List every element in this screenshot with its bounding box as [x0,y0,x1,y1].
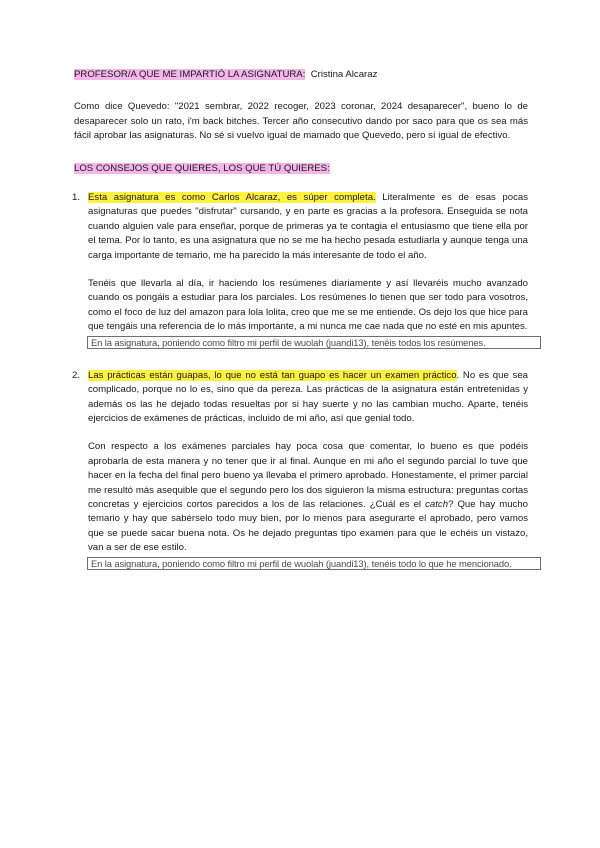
list-item [74,191,528,349]
item-paragraph [88,191,528,263]
item-body: Literalmente es de esas pocas asignaturas que puedes "disfrutar" cursando, y en parte es gracias a la profesora. Enseguida se nota cuando alguien vale para enseñar, porque de primeras ya te contagia el entusiasmo que tiene ella por el tema. Por lo tanto, es una asignatura que no se me ha hecho pesada estudiarla y aunque tenga una carga importante de temario, me ha parecido la más interesante de todo el año. [88,192,528,261]
intro-paragraph: Como dice Quevedo: "2021 sembrar, 2022 recoger, 2023 coronar, 2024 desaparecer", bueno lo de desaparecer solo un rato, i'm back bitches. Tercer año consecutivo dando por saco para que os sea más fácil aprobar las asignaturas. No sé si vuelvo igual de mamado que Quevedo, pero sí igual de efectivo. [74,101,528,142]
item-second-paragraph-part-b: ? Que hay mucho temario y hay que sabérselo todo muy bien, por lo menos para asegurarte el aprobado, pero vamos que se puede sacar buena nota. Os he dejado preguntas tipo examen para que le echéis un vistazo, van a ser de ese estilo. [88,498,529,554]
section-title-text: LOS CONSEJOS QUE QUIERES, LOS QUE TÚ QUIERES: [74,162,330,174]
professor-name: Cristina Alcaraz [310,69,378,80]
item-second-paragraph-part-a: Con respecto a los exámenes parciales hay poca cosa que comentar, lo bueno es que podéis aprobarla de esta manera y no tener que ir al final. Aunque en mi año el segundo parcial lo tuve que hacer en la fecha del final pero bueno ya llevaba el primero aprobado. Honestamente, el primer parcial me resultó más asequible que el segundo pero los dos siguieron la misma estructura: preguntas cortas concretas y ejercicios cortos parecidos a los de las relaciones. ¿Cuál es el [88,441,528,510]
professor-colon: : [302,69,306,80]
list-item-number: 1. [72,192,81,204]
professor-line [74,68,528,82]
professor-label: PROFESOR/A QUE ME IMPARTIÓ LA ASIGNATURA [74,69,303,80]
item-paragraph [88,369,528,427]
item-highlight: Las prácticas están guapas, lo que no está tan guapo es hacer un examen práctico [88,369,457,381]
section-title [74,162,528,176]
list-item [74,369,528,570]
item-second-paragraph: Tenéis que llevarla al día, ir haciendo los resúmenes diariamente y así llevaréis mucho avanzado cuando os pongáis a estudiar para los parciales. Los resúmenes lo tienen que ser todo para vosotros, como el foco de luz del amazon para lola lolita, creo que me se me entiende. Os dejo los que hice para que tengáis una referencia de lo más importante, a mi nunca me cae nada que no esté en mis apuntes. [88,278,528,333]
list-item-number: 2. [72,369,81,381]
item-body: . No es que sea complicado, porque no lo es, sino que da pereza. Las prácticas de la asignatura están entretenidas y además os las he dejado todas resueltas por si hay suerte y no las cambian mucho. Aparte, tenéis ejercicios de exámenes de prácticas, incluido de mi año, así que genial todo. [88,369,528,424]
catch-word: catch [425,498,449,510]
item-highlight: Esta asignatura es como Carlos Alcaraz, es súper completa. [88,192,376,204]
note-box: En la asignatura, poniendo como filtro mi perfil de wuolah (juandi13), tenéis todos los resúmenes. [87,336,541,349]
note-box: En la asignatura, poniendo como filtro mi perfil de wuolah (juandi13), tenéis todo lo que he mencionado. [87,557,541,570]
item-second-paragraph [88,440,528,555]
document-page [74,68,528,570]
advice-list [74,191,528,570]
